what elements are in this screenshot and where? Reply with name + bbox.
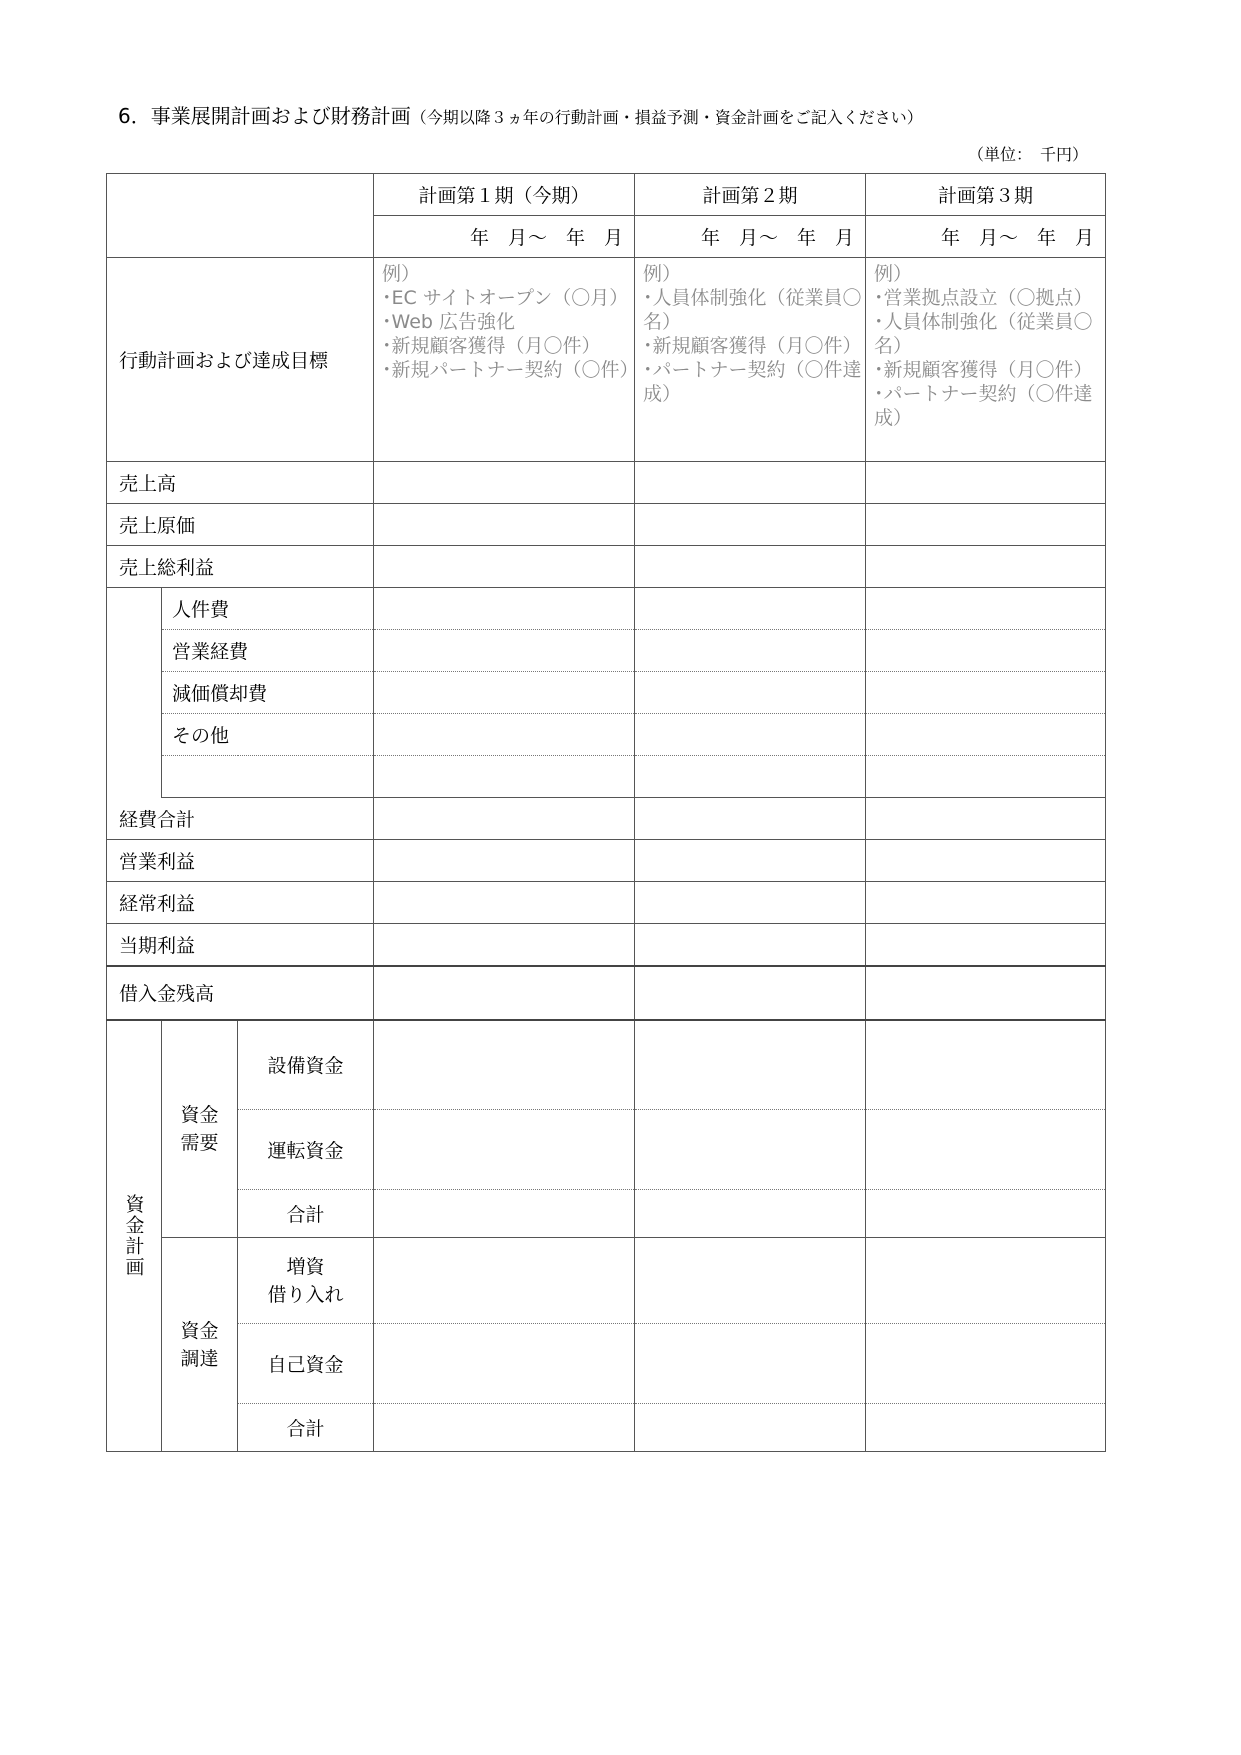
funding-plan-label: 資金計画 — [107, 1020, 162, 1452]
sales-expenses-cell-1[interactable] — [374, 630, 635, 672]
supply-total-cell-3[interactable] — [866, 1404, 1106, 1452]
capital-loans-cell-1[interactable] — [374, 1238, 635, 1324]
action-plan-cell-2[interactable]: 例） ･人員体制強化（従業員〇 名） ･新規顧客獲得（月〇件） ･パートナー契約（〇件達 成） — [635, 258, 866, 462]
row-label-ordinary-profit: 経常利益 — [107, 882, 374, 924]
net-income-cell-3[interactable] — [866, 924, 1106, 966]
other-cell-1[interactable] — [374, 714, 635, 756]
action-plan-label: 行動計画および達成目標 — [107, 258, 374, 462]
depreciation-cell-1[interactable] — [374, 672, 635, 714]
net-income-cell-2[interactable] — [635, 924, 866, 966]
row-label-supply-total: 合計 — [238, 1404, 374, 1452]
gross-profit-cell-2[interactable] — [635, 546, 866, 588]
period-header-2: 計画第２期 — [635, 174, 866, 216]
row-label-operating-profit: 営業利益 — [107, 840, 374, 882]
row-label-sales: 売上高 — [107, 462, 374, 504]
expense-total-cell-3[interactable] — [866, 798, 1106, 840]
row-label-capital-loans: 増資 借り入れ — [238, 1238, 374, 1324]
supply-total-cell-2[interactable] — [635, 1404, 866, 1452]
period-header-3: 計画第３期 — [866, 174, 1106, 216]
other-cell-2[interactable] — [635, 714, 866, 756]
depreciation-cell-2[interactable] — [635, 672, 866, 714]
row-label-other: その他 — [162, 714, 374, 756]
ordinary-profit-cell-3[interactable] — [866, 882, 1106, 924]
operating-profit-cell-2[interactable] — [635, 840, 866, 882]
action-plan-cell-3[interactable]: 例） ･営業拠点設立（〇拠点） ･人員体制強化（従業員〇 名） ･新規顧客獲得（月〇件） ･パートナー契約（〇件達 成） — [866, 258, 1106, 462]
row-label-net-income: 当期利益 — [107, 924, 374, 966]
section-title-main: 6．事業展開計画および財務計画 — [118, 104, 411, 128]
row-label-expense-total: 経費合計 — [107, 798, 374, 840]
other-cell-3[interactable] — [866, 714, 1106, 756]
demand-total-cell-1[interactable] — [374, 1190, 635, 1238]
funding-supply-label: 資金 調達 — [162, 1238, 238, 1452]
own-funds-cell-3[interactable] — [866, 1324, 1106, 1404]
equipment-funds-cell-2[interactable] — [635, 1020, 866, 1110]
cogs-cell-1[interactable] — [374, 504, 635, 546]
personnel-cell-1[interactable] — [374, 588, 635, 630]
funding-demand-label: 資金 需要 — [162, 1020, 238, 1238]
cogs-cell-2[interactable] — [635, 504, 866, 546]
unit-label: （単位： 千円） — [968, 145, 1089, 164]
working-capital-cell-3[interactable] — [866, 1110, 1106, 1190]
supply-total-cell-1[interactable] — [374, 1404, 635, 1452]
own-funds-cell-2[interactable] — [635, 1324, 866, 1404]
ordinary-profit-cell-2[interactable] — [635, 882, 866, 924]
equipment-funds-cell-3[interactable] — [866, 1020, 1106, 1110]
net-income-cell-1[interactable] — [374, 924, 635, 966]
period-range-2[interactable]: 年 月～ 年 月 — [635, 216, 866, 258]
row-label-gross-profit: 売上総利益 — [107, 546, 374, 588]
row-label-borrowings: 借入金残高 — [107, 966, 374, 1020]
depreciation-cell-3[interactable] — [866, 672, 1106, 714]
operating-profit-cell-3[interactable] — [866, 840, 1106, 882]
sales-expenses-cell-3[interactable] — [866, 630, 1106, 672]
equipment-funds-cell-1[interactable] — [374, 1020, 635, 1110]
operating-profit-cell-1[interactable] — [374, 840, 635, 882]
row-label-equipment-funds: 設備資金 — [238, 1020, 374, 1110]
borrowings-cell-2[interactable] — [635, 966, 866, 1020]
capital-loans-cell-3[interactable] — [866, 1238, 1106, 1324]
expense-total-cell-1[interactable] — [374, 798, 635, 840]
row-label-own-funds: 自己資金 — [238, 1324, 374, 1404]
capital-loans-cell-2[interactable] — [635, 1238, 866, 1324]
demand-total-cell-3[interactable] — [866, 1190, 1106, 1238]
row-label-working-capital: 運転資金 — [238, 1110, 374, 1190]
plan-table — [106, 173, 1106, 1452]
personnel-cell-2[interactable] — [635, 588, 866, 630]
blank-expense-cell-3[interactable] — [866, 756, 1106, 798]
period-range-1[interactable]: 年 月～ 年 月 — [374, 216, 635, 258]
period-range-3[interactable]: 年 月～ 年 月 — [866, 216, 1106, 258]
working-capital-cell-2[interactable] — [635, 1110, 866, 1190]
action-plan-cell-1[interactable]: 例） ･EC サイトオープン（〇月） ･Web 広告強化 ･新規顧客獲得（月〇件） ･新規パートナー契約（〇件） — [374, 258, 635, 462]
personnel-cell-3[interactable] — [866, 588, 1106, 630]
working-capital-cell-1[interactable] — [374, 1110, 635, 1190]
row-label-cogs: 売上原価 — [107, 504, 374, 546]
borrowings-cell-1[interactable] — [374, 966, 635, 1020]
blank-expense-cell-2[interactable] — [635, 756, 866, 798]
sales-expenses-cell-2[interactable] — [635, 630, 866, 672]
header-blank — [107, 174, 374, 258]
row-label-demand-total: 合計 — [238, 1190, 374, 1238]
blank-expense-cell-1[interactable] — [374, 756, 635, 798]
demand-total-cell-2[interactable] — [635, 1190, 866, 1238]
borrowings-cell-3[interactable] — [866, 966, 1106, 1020]
sales-cell-2[interactable] — [635, 462, 866, 504]
row-label-sales-expenses: 営業経費 — [162, 630, 374, 672]
cogs-cell-3[interactable] — [866, 504, 1106, 546]
gross-profit-cell-1[interactable] — [374, 546, 635, 588]
sales-cell-1[interactable] — [374, 462, 635, 504]
section-title-note: （今期以降３ヵ年の行動計画・損益予測・資金計画をご記入ください） — [410, 108, 923, 127]
period-header-1: 計画第１期（今期） — [374, 174, 635, 216]
sales-cell-3[interactable] — [866, 462, 1106, 504]
row-label-depreciation: 減価償却費 — [162, 672, 374, 714]
ordinary-profit-cell-1[interactable] — [374, 882, 635, 924]
section-title — [118, 100, 923, 129]
expense-group-bracket — [107, 588, 162, 798]
row-label-personnel: 人件費 — [162, 588, 374, 630]
gross-profit-cell-3[interactable] — [866, 546, 1106, 588]
own-funds-cell-1[interactable] — [374, 1324, 635, 1404]
expense-total-cell-2[interactable] — [635, 798, 866, 840]
row-label-blank-expense[interactable] — [162, 756, 374, 798]
